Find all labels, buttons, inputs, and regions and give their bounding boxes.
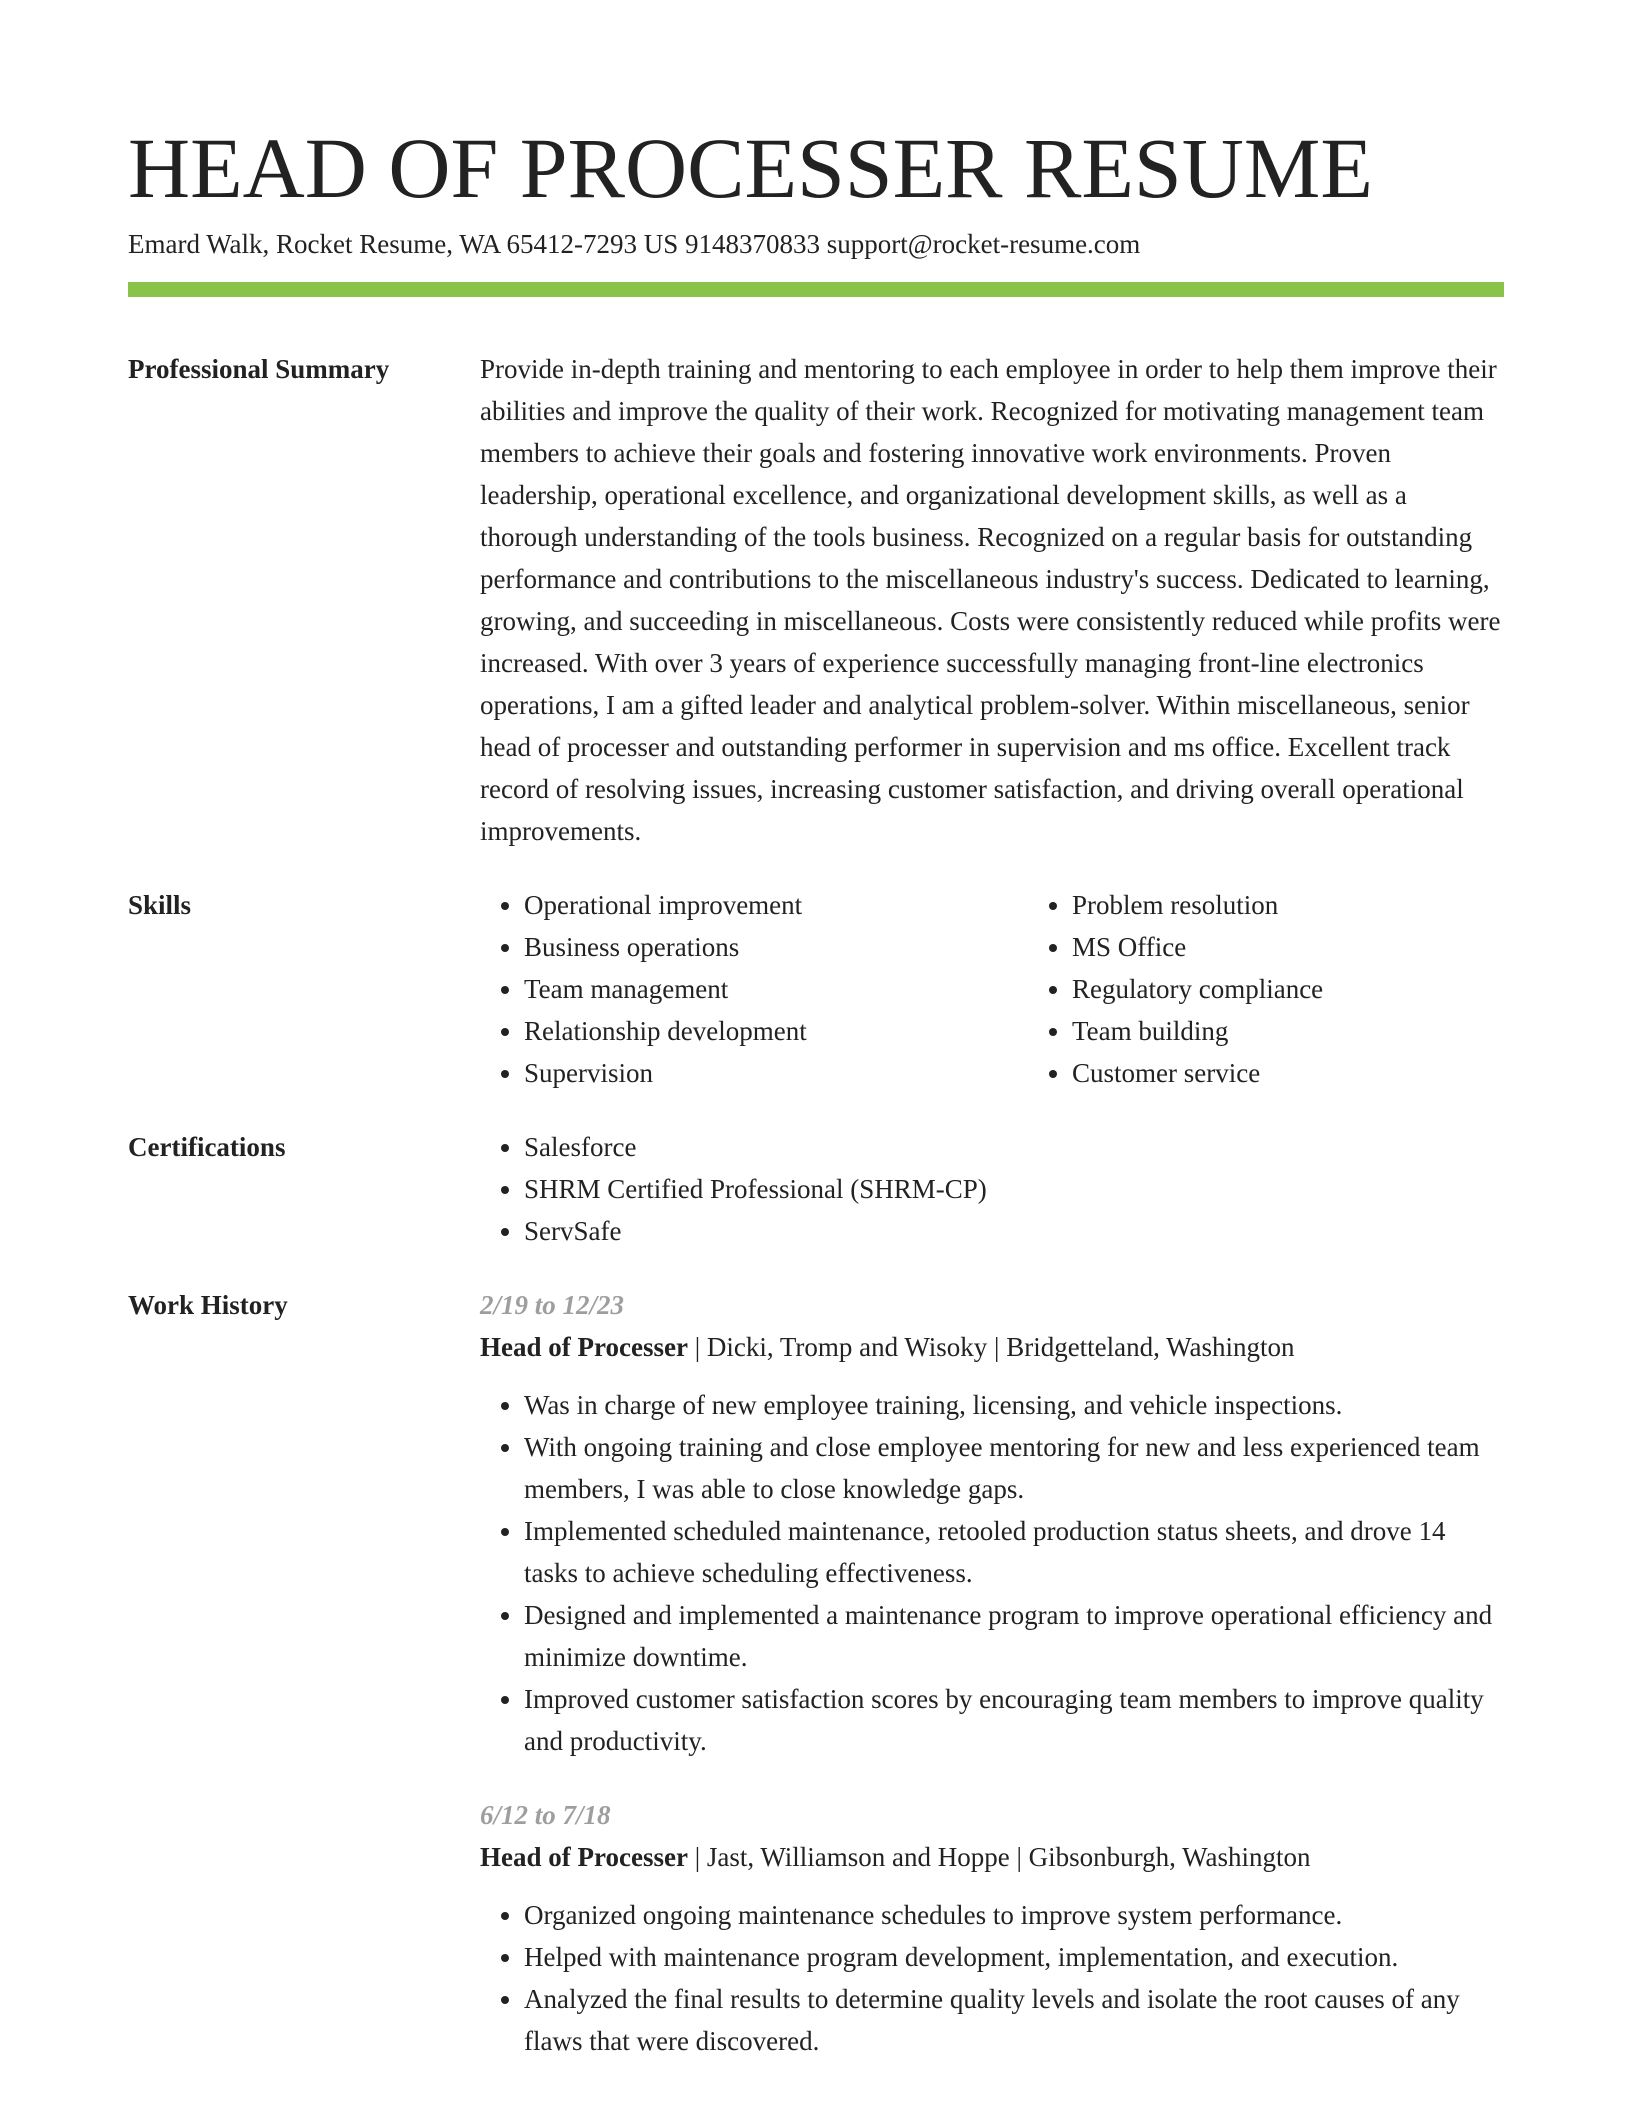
job-dates: 6/12 to 7/18 [480, 1800, 611, 1830]
skill-item: • Operational improvement [524, 884, 1028, 926]
skill-item: • Customer service [1072, 1052, 1576, 1094]
header-divider [128, 282, 1504, 297]
resume-page [128, 118, 1504, 2062]
summary-text: Provide in-depth training and mentoring to each employee in order to help them improve their abilities and improve the quality of their work. Recognized for motivating management team members to achieve their goals and fostering innovative work environments. Proven leadership, operational excellence, and organizational development skills, as well as a thorough understanding of the tools business. Recognized on a regular basis for outstanding performance and contributions to the miscellaneous industry's success. Dedicated to learning, growing, and succeeding in miscellaneous. Costs were consistently reduced while profits were increased. With over 3 years of experience successfully managing front-line electronics operations, I am a gifted leader and analytical problem-solver. Within miscellaneous, senior head of processer and outstanding performer in supervision and ms office. Excellent track record of resolving issues, increasing customer satisfaction, and driving overall operational improvements. [480, 354, 1501, 846]
job-title: Head of Processer [480, 1842, 688, 1872]
skills-grid [480, 884, 1576, 1094]
job-bullet: • With ongoing training and close employee mentoring for new and less experienced team members, I was able to close knowledge gaps. [524, 1426, 1504, 1510]
skills-list-right [1028, 884, 1576, 1094]
work-history-section [128, 1284, 1504, 2062]
skill-item: • Team management [524, 968, 1028, 1010]
skill-item: • Business operations [524, 926, 1028, 968]
certification-item: • ServSafe [524, 1210, 1504, 1252]
section-label-skills: Skills [128, 890, 192, 920]
job-dates: 2/19 to 12/23 [480, 1290, 625, 1320]
skill-item: • Team building [1072, 1010, 1576, 1052]
skill-item: • Regulatory compliance [1072, 968, 1576, 1010]
job-details: | Jast, Williamson and Hoppe | Gibsonburgh, Washington [687, 1842, 1311, 1872]
skill-item: • MS Office [1072, 926, 1576, 968]
job-heading [480, 1326, 1504, 1368]
job-bullet: • Was in charge of new employee training, licensing, and vehicle inspections. [524, 1384, 1504, 1426]
job-heading [480, 1836, 1504, 1878]
job-bullet: • Improved customer satisfaction scores by encouraging team members to improve quality and productivity. [524, 1678, 1504, 1762]
job-bullet: • Organized ongoing maintenance schedules to improve system performance. [524, 1894, 1504, 1936]
skills-section [128, 884, 1504, 1094]
skill-item: • Relationship development [524, 1010, 1028, 1052]
job-title: Head of Processer [480, 1332, 688, 1362]
skills-list-left [480, 884, 1028, 1094]
certifications-section [128, 1126, 1504, 1252]
job-bullet: • Analyzed the final results to determine quality levels and isolate the root causes of any flaws that were discovered. [524, 1978, 1504, 2062]
job-bullets [480, 1384, 1504, 1762]
section-label-certifications: Certifications [128, 1132, 286, 1162]
skill-item: • Problem resolution [1072, 884, 1576, 926]
section-label-summary: Professional Summary [128, 354, 390, 384]
resume-title: HEAD OF PROCESSER RESUME [128, 120, 1373, 216]
certification-item: • Salesforce [524, 1126, 1504, 1168]
job-details: | Dicki, Tromp and Wisoky | Bridgetteland, Washington [687, 1332, 1295, 1362]
job-bullet: • Implemented scheduled maintenance, retooled production status sheets, and drove 14 tasks to achieve scheduling effectiveness. [524, 1510, 1504, 1594]
job-bullet: • Designed and implemented a maintenance program to improve operational efficiency and minimize downtime. [524, 1594, 1504, 1678]
job-entry [480, 1284, 1504, 1762]
job-entry [480, 1794, 1504, 2062]
certifications-list [480, 1126, 1504, 1252]
job-bullets [480, 1894, 1504, 2062]
contact-line: Emard Walk, Rocket Resume, WA 65412-7293 US 9148370833 support@rocket-resume.com [128, 229, 1141, 259]
skill-item: • Supervision [524, 1052, 1028, 1094]
certification-item: • SHRM Certified Professional (SHRM-CP) [524, 1168, 1504, 1210]
job-bullet: • Helped with maintenance program development, implementation, and execution. [524, 1936, 1504, 1978]
summary-section [128, 348, 1504, 852]
section-label-work-history: Work History [128, 1290, 288, 1320]
